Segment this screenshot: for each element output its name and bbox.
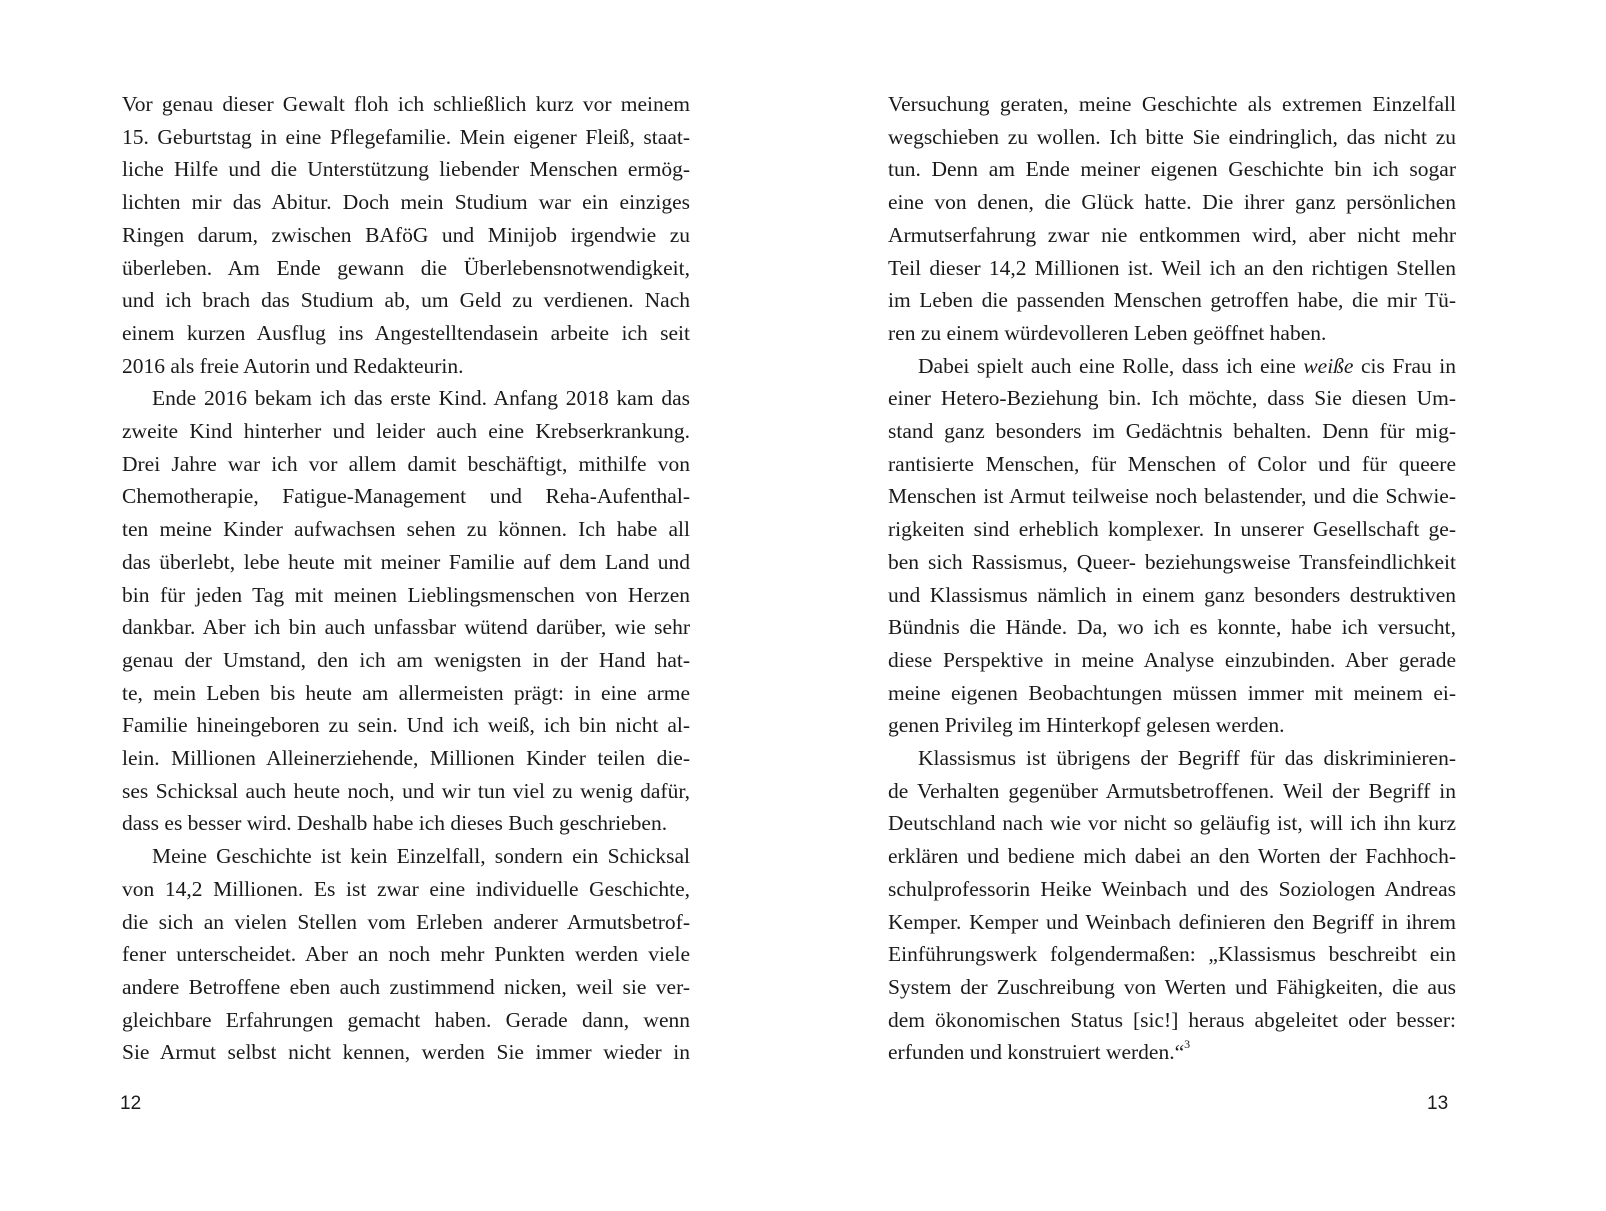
text-line: ses Schicksal auch heute noch, und wir tun viel zu wenig dafür,	[122, 778, 690, 803]
text-run: Dabei spielt auch eine Rolle, dass ich eine	[918, 353, 1304, 378]
text-line: liche Hilfe und die Unterstützung liebender Menschen ermög-	[122, 157, 690, 182]
text-line: schulprofessorin Heike Weinbach und des Soziologen Andreas	[888, 876, 1456, 901]
text-line: gleichbare Erfahrungen gemacht haben. Gerade dann, wenn	[122, 1007, 690, 1032]
paragraph	[122, 382, 690, 840]
text-line: stand ganz besonders im Gedächtnis behalten. Denn für mig-	[888, 419, 1456, 444]
paragraph	[122, 88, 690, 382]
text-line: Sie Armut selbst nicht kennen, werden Sie immer wieder in	[122, 1040, 690, 1065]
text-line: Bündnis die Hände. Da, wo ich es konnte, habe ich versucht,	[888, 615, 1456, 640]
paragraph	[888, 742, 1456, 1069]
page-number: 13	[1427, 1093, 1449, 1114]
text-line: genen Privileg im Hinterkopf gelesen werden.	[888, 713, 1285, 738]
text-line: Deutschland nach wie vor nicht so geläufig ist, will ich ihn kurz	[888, 811, 1456, 836]
text-line: lein. Millionen Alleinerziehende, Millionen Kinder teilen die-	[122, 746, 690, 771]
text-line: dem ökonomischen Status [sic!] heraus abgeleitet oder besser:	[888, 1007, 1456, 1032]
page-number: 12	[120, 1093, 142, 1114]
text-line: Armutserfahrung zwar nie entkommen wird, aber nicht mehr	[888, 222, 1456, 247]
text-run: erfunden und konstruiert werden.“	[888, 1040, 1185, 1065]
text-line: ben sich Rassismus, Queer- beziehungsweise Transfeindlichkeit	[888, 549, 1456, 574]
text-line: dass es besser wird. Deshalb habe ich dieses Buch geschrieben.	[122, 811, 668, 836]
text-line: andere Betroffene eben auch zustimmend nicken, weil sie ver-	[122, 974, 690, 999]
text-line: de Verhalten gegenüber Armutsbetroffenen. Weil der Begriff in	[888, 778, 1456, 803]
text-line: Chemotherapie, Fatigue-Management und Reha-Aufenthal-	[122, 484, 690, 509]
text-line: diese Perspektive in meine Analyse einzubinden. Aber gerade	[888, 647, 1456, 672]
text-line: bin für jeden Tag mit meinen Lieblingsmenschen von Herzen	[122, 582, 690, 607]
text-line: rantisierte Menschen, für Menschen of Color und für queere	[888, 451, 1456, 476]
text-line: meine eigenen Beobachtungen müssen immer mit meinem ei-	[888, 680, 1456, 705]
text-line: Drei Jahre war ich vor allem damit beschäftigt, mithilfe von	[122, 451, 690, 476]
text-line: wegschieben zu wollen. Ich bitte Sie eindringlich, das nicht zu	[888, 124, 1456, 149]
text-line: eine von denen, die Glück hatte. Die ihrer ganz persönlichen	[888, 190, 1456, 215]
text-line: ren zu einem würdevolleren Leben geöffnet haben.	[888, 320, 1327, 345]
text-line: einer Hetero-Beziehung bin. Ich möchte, dass Sie diesen Um-	[888, 386, 1456, 411]
text-line: Ende 2016 bekam ich das erste Kind. Anfang 2018 kam das	[152, 386, 690, 411]
text-line: lichten mir das Abitur. Doch mein Studium war ein einziges	[122, 190, 690, 215]
text-line	[888, 1036, 1456, 1069]
text-run: cis Frau in	[1353, 353, 1456, 378]
text-line: 15. Geburtstag in eine Pflegefamilie. Mein eigener Fleiß, staat-	[122, 124, 690, 149]
text-line: 2016 als freie Autorin und Redakteurin.	[122, 353, 464, 378]
text-line: von 14,2 Millionen. Es ist zwar eine individuelle Geschichte,	[122, 876, 690, 901]
text-line: genau der Umstand, den ich am wenigsten in der Hand hat-	[122, 647, 690, 672]
text-line: fener unterscheidet. Aber an noch mehr Punkten werden viele	[122, 942, 690, 967]
paragraph	[888, 350, 1456, 742]
text-line: Teil dieser 14,2 Millionen ist. Weil ich an den richtigen Stellen	[888, 255, 1456, 280]
text-line: ten meine Kinder aufwachsen sehen zu können. Ich habe all	[122, 517, 690, 542]
paragraph	[122, 840, 690, 1069]
text-line: und Klassismus nämlich in einem ganz besonders destruktiven	[888, 582, 1456, 607]
text-line: Klassismus ist übrigens der Begriff für das diskriminieren-	[918, 746, 1456, 771]
paragraph	[888, 88, 1456, 350]
text-line: überleben. Am Ende gewann die Überlebensnotwendigkeit,	[122, 255, 690, 280]
left-page	[122, 88, 690, 1069]
text-line: die sich an vielen Stellen vom Erleben anderer Armutsbetrof-	[122, 909, 690, 934]
text-line: zweite Kind hinterher und leider auch eine Krebserkrankung.	[122, 419, 690, 444]
text-line: tun. Denn am Ende meiner eigenen Geschichte bin ich sogar	[888, 157, 1456, 182]
text-line: Versuchung geraten, meine Geschichte als extremen Einzelfall	[888, 92, 1456, 116]
text-line: Vor genau dieser Gewalt floh ich schließlich kurz vor meinem	[122, 92, 690, 116]
text-line: rigkeiten sind erheblich komplexer. In unserer Gesellschaft ge-	[888, 517, 1456, 542]
emphasis-text: weiße	[1303, 353, 1354, 378]
text-line: Familie hineingeboren zu sein. Und ich weiß, ich bin nicht al-	[122, 713, 690, 738]
text-line: im Leben die passenden Menschen getroffen habe, die mir Tü-	[888, 288, 1456, 313]
text-line: das überlebt, lebe heute mit meiner Familie auf dem Land und	[122, 549, 690, 574]
text-line: te, mein Leben bis heute am allermeisten prägt: in eine arme	[122, 680, 690, 705]
text-line: einem kurzen Ausflug ins Angestelltendasein arbeite ich seit	[122, 320, 690, 345]
right-page	[888, 88, 1456, 1069]
text-line: Menschen ist Armut teilweise noch belastender, und die Schwie-	[888, 484, 1456, 509]
text-line: System der Zuschreibung von Werten und Fähigkeiten, die aus	[888, 974, 1456, 999]
text-line: Einführungswerk folgendermaßen: „Klassismus beschreibt ein	[888, 942, 1456, 967]
footnote-reference: 3	[1184, 1037, 1191, 1052]
text-line: Meine Geschichte ist kein Einzelfall, sondern ein Schicksal	[152, 844, 690, 869]
text-line: Ringen darum, zwischen BAföG und Minijob irgendwie zu	[122, 222, 690, 247]
text-line: Kemper. Kemper und Weinbach definieren den Begriff in ihrem	[888, 909, 1456, 934]
text-line: und ich brach das Studium ab, um Geld zu verdienen. Nach	[122, 288, 690, 313]
text-line	[888, 350, 1456, 383]
text-line: erklären und bediene mich dabei an den Worten der Fachhoch-	[888, 844, 1456, 869]
text-line: dankbar. Aber ich bin auch unfassbar wütend darüber, wie sehr	[122, 615, 690, 640]
